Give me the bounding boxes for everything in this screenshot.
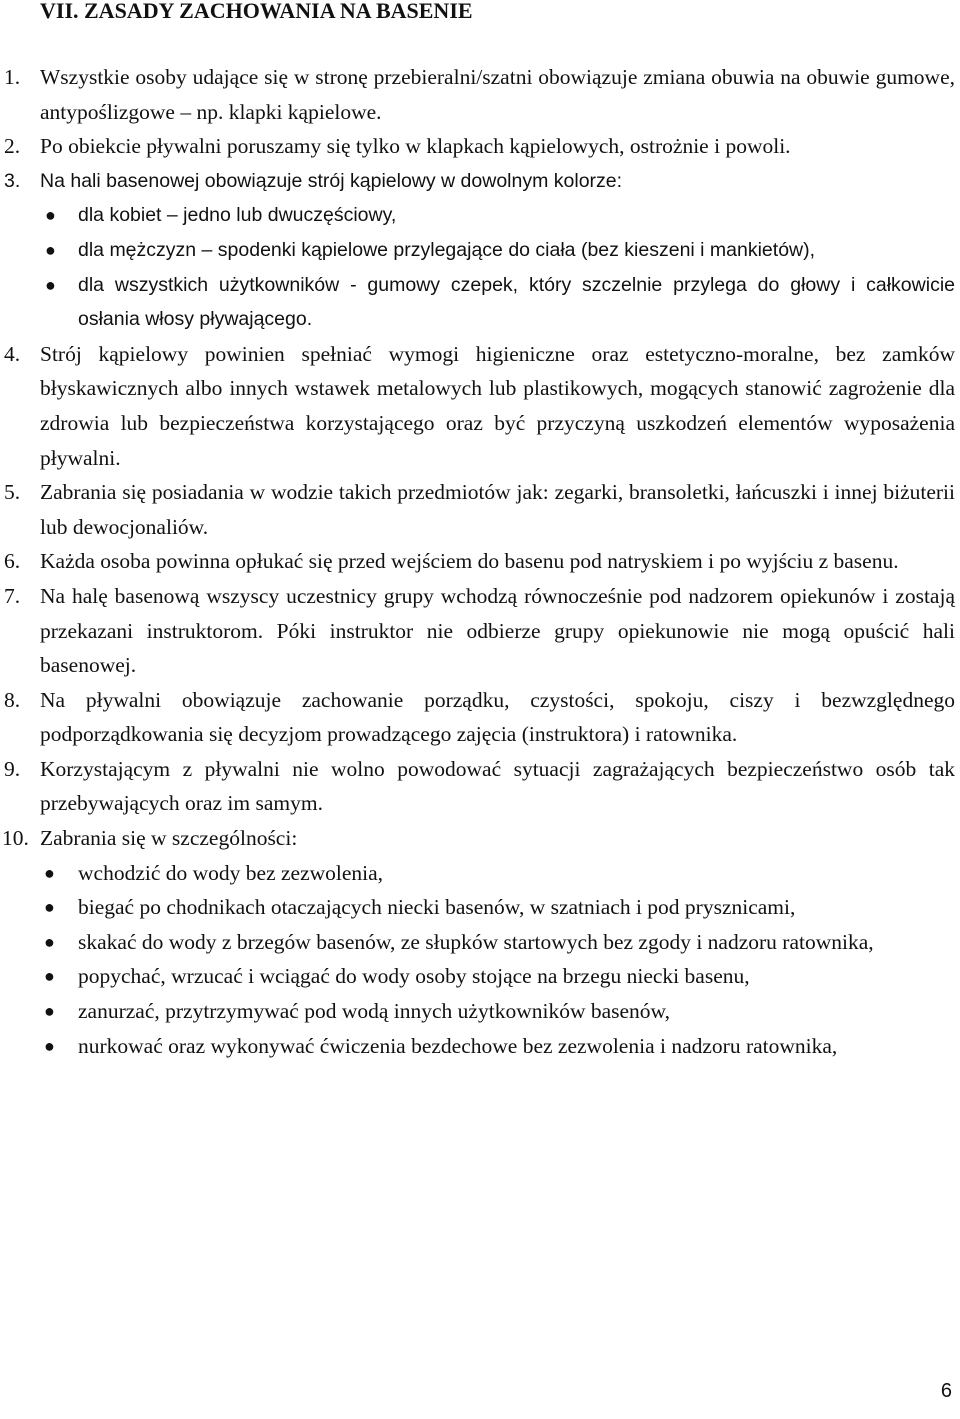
rule-text: Zabrania się w szczególności: (40, 826, 298, 851)
bullet-item (0, 959, 953, 994)
rule-number: 6. (4, 549, 21, 574)
bullet-text: nurkować oraz wykonywać ćwiczenia bezdechowe bez zezwolenia i nadzoru ratownika, (78, 1033, 838, 1058)
rule-item-4 (0, 337, 955, 475)
rule-item-6 (0, 544, 955, 579)
rule-text: Na halę basenową wszyscy uczestnicy grupy wchodzą równocześnie pod nadzorem opiekunów i zostają przekazani instruktorom. Póki instruktor nie odbierze grupy opiekunowie nie mogą opuścić hali basenowej. (40, 583, 955, 678)
rule-item-10 (0, 821, 955, 1063)
bullet-text: zanurzać, przytrzymywać pod wodą innych użytkowników basenów, (78, 999, 671, 1024)
rule-item-8 (0, 683, 955, 752)
bullet-item (0, 925, 953, 960)
rule-number: 10. (2, 826, 29, 851)
bullet-text: skakać do wody z brzegów basenów, ze słupków startowych bez zgody i nadzoru ratownika, (78, 929, 874, 954)
bullet-icon: ● (45, 205, 56, 226)
bullet-text: popychać, wrzucać i wciągać do wody osoby stojące na brzegu niecki basenu, (78, 964, 750, 989)
rule-number: 5. (4, 480, 21, 505)
bullet-item (0, 856, 953, 891)
rule-number: 4. (4, 341, 21, 366)
bullet-icon: ● (44, 1035, 55, 1056)
bullet-item (40, 233, 955, 268)
bullet-item (0, 994, 953, 1029)
rule-text: Korzystającym z pływalni nie wolno powodować sytuacji zagrażających bezpieczeństwo osób tak przebywających oraz im samym. (40, 756, 955, 816)
bullet-item (0, 1029, 953, 1064)
bullet-text: dla kobiet – jedno lub dwuczęściowy, (78, 204, 397, 227)
bullet-icon: ● (45, 274, 56, 295)
rule-item-3 (0, 164, 955, 337)
bullet-text: dla mężczyzn – spodenki kąpielowe przylegające do ciała (bez kieszeni i mankietów), (78, 238, 816, 261)
rules-list (0, 60, 960, 1063)
rule-number: 9. (4, 756, 21, 781)
bullet-item (0, 890, 953, 925)
bullet-item (40, 268, 955, 337)
bullet-icon: ● (44, 931, 55, 952)
rule-item-5 (0, 475, 955, 544)
rule-item-2 (0, 129, 955, 164)
bullet-item (40, 198, 955, 233)
rule-number: 1. (4, 65, 21, 89)
rule-text: Po obiekcie pływalni poruszamy się tylko w klapkach kąpielowych, ostrożnie i powoli. (40, 134, 791, 159)
rule-text: Strój kąpielowy powinien spełniać wymogi higieniczne oraz estetyczno-moralne, bez zamków błyskawicznych albo innych wstawek metalowych lub plastikowych, mogących stanowić zagrożenie dla zdrowia lub bezpieczeństwa korzystającego oraz być przyczyną uszkodzeń elementów wyposażenia pływalni. (40, 341, 955, 470)
bullet-icon: ● (44, 966, 55, 987)
rule-text: Na pływalni obowiązuje zachowanie porządku, czystości, spokoju, ciszy i bezwzględnego podporządkowania się decyzjom prowadzącego zajęcia (instruktora) i ratownika. (40, 687, 955, 747)
rule-item-1 (0, 60, 955, 129)
rule-text: Wszystkie osoby udające się w stronę przebieralni/szatni obowiązuje zmiana obuwia na obuwie gumowe, antypoślizgowe – np. klapki kąpielowe. (40, 65, 955, 124)
rule-text: Na hali basenowej obowiązuje strój kąpielowy w dowolnym kolorze: (40, 169, 623, 192)
bullet-text: wchodzić do wody bez zezwolenia, (78, 860, 384, 885)
rule-number: 2. (4, 134, 21, 159)
page-number: 6 (940, 1380, 952, 1402)
swimwear-bullet-list (40, 198, 955, 336)
rule-text: Każda osoba powinna opłukać się przed wejściem do basenu pod natryskiem i po wyjściu z basenu. (40, 549, 899, 574)
rule-number: 7. (4, 583, 21, 608)
prohibitions-bullet-list (0, 856, 953, 1064)
section-heading: VII. ZASADY ZACHOWANIA NA BASENIE (40, 0, 473, 23)
bullet-icon: ● (44, 1001, 55, 1022)
rule-item-7 (0, 579, 955, 683)
rule-text: Zabrania się posiadania w wodzie takich przedmiotów jak: zegarki, bransoletki, łańcuszki i innej biżuterii lub dewocjonaliów. (40, 480, 955, 539)
bullet-icon: ● (44, 862, 55, 883)
bullet-text: biegać po chodnikach otaczających niecki basenów, w szatniach i pod prysznicami, (78, 895, 796, 920)
rule-number: 3. (4, 169, 21, 192)
bullet-icon: ● (44, 897, 55, 918)
rule-item-9 (0, 752, 955, 821)
rule-number: 8. (4, 687, 21, 712)
bullet-text: dla wszystkich użytkowników - gumowy czepek, który szczelnie przylega do głowy i całkowicie osłania włosy pływającego. (78, 273, 955, 331)
bullet-icon: ● (45, 239, 56, 260)
